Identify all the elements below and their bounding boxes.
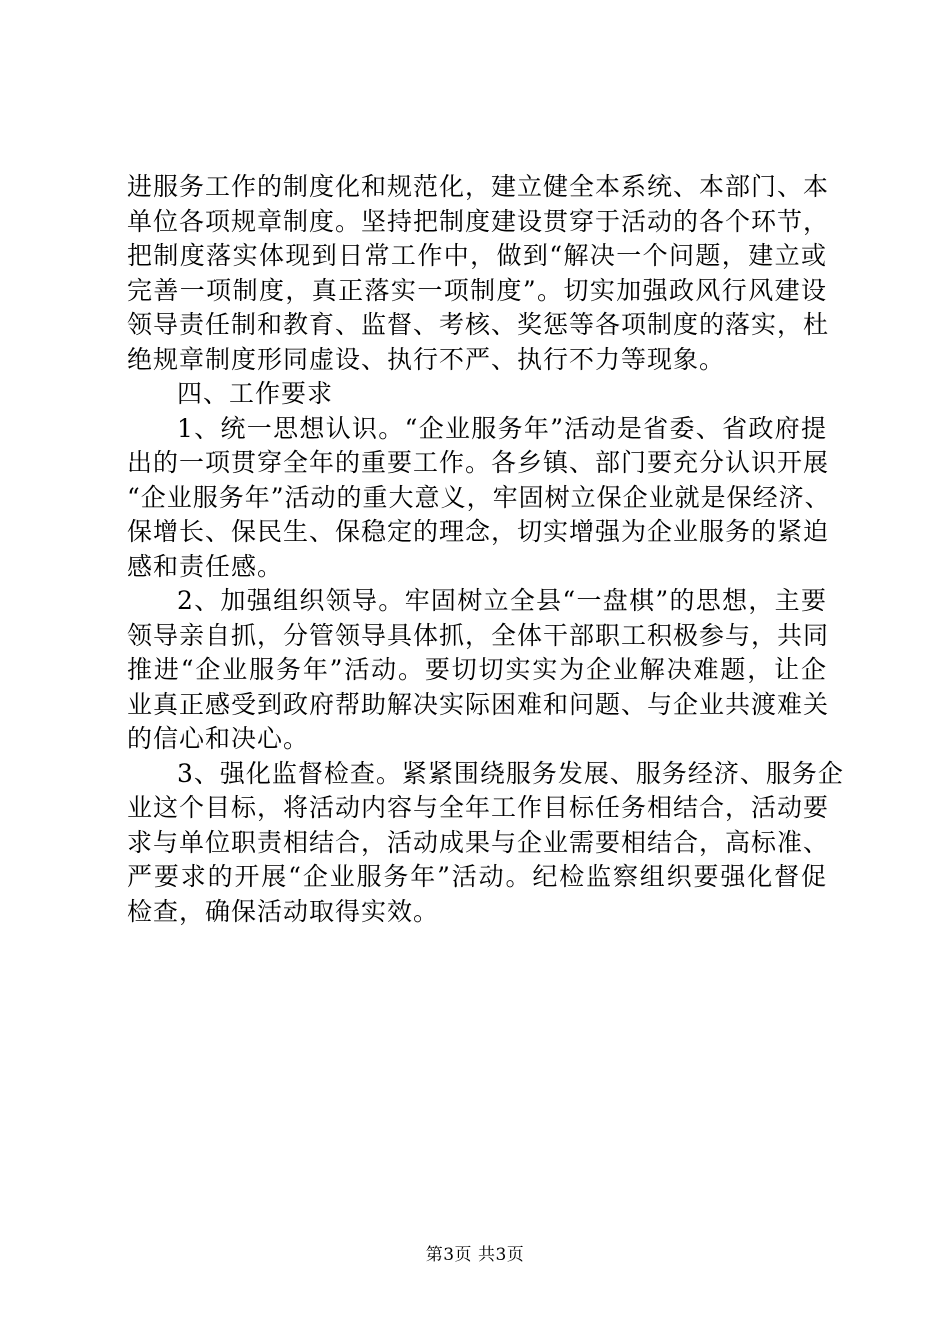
text-line: 推进“企业服务年”活动。要切切实实为企业解决难题，让企: [127, 655, 827, 684]
text-line: 严要求的开展“企业服务年”活动。纪检监察组织要强化督促: [127, 862, 827, 891]
text-line: 业真正感受到政府帮助解决实际困难和问题、与企业共渡难关: [127, 689, 830, 719]
text-line: “企业服务年”活动的重大意义，牢固树立保企业就是保经济、: [127, 482, 831, 512]
text-line: 保增长、保民生、保稳定的理念，切实增强为企业服务的紧迫: [127, 517, 830, 546]
text-line: 2、加强组织领导。牢固树立全县“一盘棋”的思想，主要: [177, 586, 827, 615]
text-line: 绝规章制度形同虚设、执行不严、执行不力等现象。: [127, 344, 726, 374]
document-body: [127, 170, 844, 929]
text-line: 进服务工作的制度化和规范化，建立健全本系统、本部门、本: [127, 172, 830, 201]
text-line: 求与单位职责相结合，活动成果与企业需要相结合，高标准、: [127, 827, 830, 857]
text-line: 出的一项贯穿全年的重要工作。各乡镇、部门要充分认识开展: [127, 448, 830, 477]
text-line: 3、强化监督检查。紧紧围绕服务发展、服务经济、服务企: [177, 758, 844, 788]
text-line: 领导责任制和教育、监督、考核、奖惩等各项制度的落实，杜: [127, 310, 830, 339]
text-line: 感和责任感。: [127, 551, 284, 581]
text-line: 检查，确保活动取得实效。: [127, 896, 440, 926]
text-line: 领导亲自抓，分管领导具体抓，全体干部职工积极参与，共同: [127, 620, 830, 650]
text-line: 完善一项制度，真正落实一项制度”。切实加强政风行风建设: [127, 275, 827, 305]
page-footer: 第3页 共3页: [425, 1245, 525, 1265]
text-line: 单位各项规章制度。坚持把制度建设贯穿于活动的各个环节，: [127, 206, 830, 236]
text-line: 的信心和决心。: [127, 724, 310, 753]
text-line: 业这个目标，将活动内容与全年工作目标任务相结合，活动要: [127, 793, 830, 822]
text-line: 1、统一思想认识。“企业服务年”活动是省委、省政府提: [177, 413, 827, 443]
section-heading: 四、工作要求: [177, 379, 334, 408]
text-line: 把制度落实体现到日常工作中，做到“解决一个问题，建立或: [127, 241, 827, 270]
